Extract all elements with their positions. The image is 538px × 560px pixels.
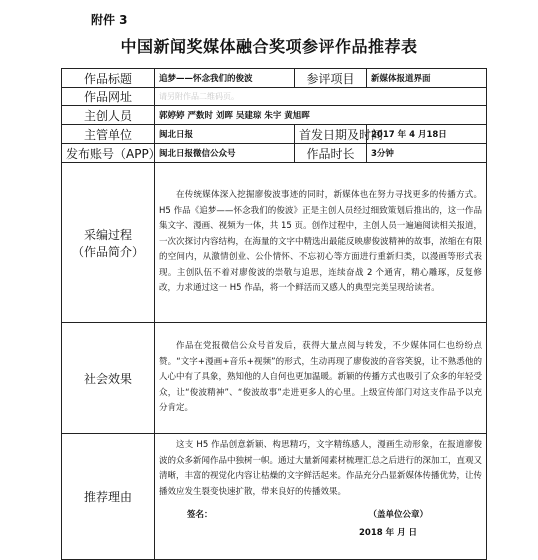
unit-value: 闽北日报	[155, 125, 295, 144]
first-pub-label: 首发日期及时间	[295, 125, 367, 144]
effect-cell	[155, 323, 487, 434]
reason-text: 这支 H5 作品创意新颖、构思精巧，文字精练感人，漫画生动形象，在报道廖俊波的众多新闻作品中独树一帜。通过大量新闻素材梳理汇总之后进行的深加工，直观又清晰，丰富的视觉化内容让枯燥的文字鲜活起来。作品充分凸显新媒体传播优势，让传播效应发生裂变快速扩散，带来良好的传播效果。	[159, 440, 483, 497]
url-field	[155, 88, 487, 106]
process-text: 在传统媒体深入挖掘廖俊波事迹的同时，新媒体也在努力寻找更多的传播方式。H5 作品《追梦——怀念我们的俊波》正是主创人员经过细致策划后推出的，这一作品集文字、漫画、视频为一体，共 15 页。创作过程中，主创人员一遍遍阅读相关报道，一次次探讨内容结构，在海量的文字中精选出最能反映廖俊波精神的故事，浓缩在有限的空间内，从激情创业、公仆情怀、不忘初心等方面进行重新归类，以漫画等形式表现。主创队伍不着对廖俊波的崇敬与追思，连续奋战 2 个通宵，精心雕琢，反复修改，力求通过这一 H5 作品，将一个鲜活而又感人的典型完美呈现给读者。	[159, 190, 483, 294]
account-label: 发布账号（APP）	[62, 144, 155, 163]
row-effect	[62, 323, 487, 434]
row-account	[62, 144, 487, 163]
row-unit	[62, 125, 487, 144]
work-title-value: 追梦——怀念我们的俊波	[155, 69, 295, 88]
reason-label: 推荐理由	[62, 434, 155, 560]
row-creators	[62, 106, 487, 125]
row-process	[62, 163, 487, 323]
row-reason	[62, 434, 487, 560]
process-label-line2: （作品简介）	[71, 244, 144, 259]
first-pub-value: 2017 年 4 月18日	[367, 125, 487, 144]
seal-label: （盖单位公章）	[368, 510, 428, 520]
category-value: 新媒体报道界面	[367, 69, 487, 88]
row-work-title	[62, 69, 487, 88]
url-label: 作品网址	[62, 88, 155, 106]
account-value: 闽北日报微信公众号	[155, 144, 295, 163]
effect-label: 社会效果	[62, 323, 155, 434]
work-title-label: 作品标题	[62, 69, 155, 88]
process-label-line1: 采编过程	[83, 227, 132, 242]
recommendation-form	[61, 68, 487, 560]
unit-label: 主管单位	[62, 125, 155, 144]
url-placeholder: 请另附作品二维码页。	[159, 92, 239, 101]
attachment-label: 附件 3	[91, 13, 128, 27]
sign-label: 签名：	[187, 510, 213, 520]
page-title: 中国新闻奖媒体融合奖项参评作品推荐表	[120, 37, 418, 56]
date-line: 2018 年 月 日	[359, 528, 418, 538]
creators-value: 郭婷婷 严数时 刘晖 吴建琼 朱宇 黄旭晖	[155, 106, 487, 125]
duration-value: 3分钟	[367, 144, 487, 163]
reason-cell	[155, 434, 487, 560]
duration-label: 作品时长	[295, 144, 367, 163]
row-url	[62, 88, 487, 106]
creators-label: 主创人员	[62, 106, 155, 125]
process-cell	[155, 163, 487, 323]
signature-line	[159, 506, 482, 524]
effect-text: 作品在党报微信公众号首发后，获得大量点阅与转发，不少媒体同仁也纷纷点赞。“文字+漫画+音乐+视频”的形式，生动再现了廖俊波的音容笑貌，让不熟悉他的人心中有了具象，熟知他的人自何也更加温暖。新颖的传播方式也吸引了众多的年轻受众，让“俊波精神”、“俊波故事”走进更多人的心里。上级宣传部门对这支作品予以充分肯定。	[159, 341, 483, 414]
category-label: 参评项目	[295, 69, 367, 88]
process-label	[62, 163, 155, 323]
